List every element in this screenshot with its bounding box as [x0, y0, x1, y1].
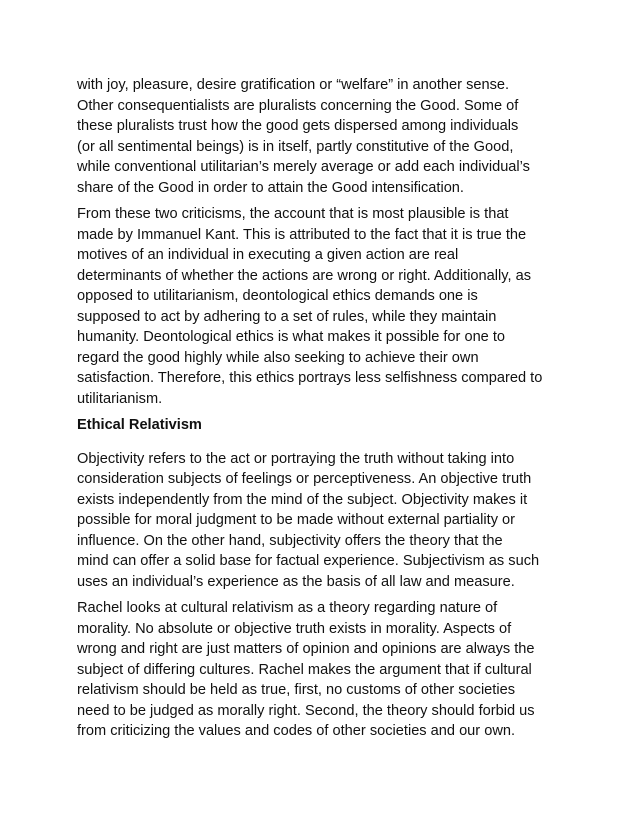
text-line: relativism should be held as true, first, no customs of other societies	[77, 682, 516, 698]
text-line: (or all sentimental beings) is in itself, partly constitutive of the Good,	[77, 138, 514, 155]
text-line: uses an individual’s experience as the basis of all law and measure.	[77, 573, 515, 590]
text-line: regard the good highly while also seeking to achieve their own	[77, 349, 479, 366]
text-line: exists independently from the mind of the subject. Objectivity makes it	[77, 491, 528, 508]
text-line: these pluralists trust how the good gets dispersed among individuals	[77, 118, 519, 134]
paragraph-rachel	[77, 598, 577, 742]
text-line: utilitarianism.	[77, 390, 163, 407]
text-line: humanity. Deontological ethics is what makes it possible for one to	[77, 329, 506, 345]
text-line: made by Immanuel Kant. This is attributed to the fact that it is true the	[77, 226, 527, 243]
text-line: supposed to act by adhering to a set of rules, while they maintain	[77, 308, 497, 325]
text-line: from criticizing the values and codes of other societies and our own.	[77, 723, 516, 739]
text-line: while conventional utilitarian’s merely average or add each individual’s	[77, 159, 530, 175]
text-line: satisfaction. Therefore, this ethics portrays less selfishness compared to	[77, 370, 543, 386]
text-line: subject of differing cultures. Rachel makes the argument that if cultural	[77, 661, 532, 678]
text-line: Objectivity refers to the act or portraying the truth without taking into	[77, 450, 515, 467]
text-line: possible for moral judgment to be made without external partiality or	[77, 512, 516, 528]
text-line: motives of an individual in executing a given action are real	[77, 247, 459, 263]
text-line: wrong and right are just matters of opinion and opinions are always the	[77, 641, 535, 657]
text-line: with joy, pleasure, desire gratification or “welfare” in another sense.	[77, 77, 510, 93]
document-body	[77, 75, 577, 748]
text-line: need to be judged as morally right. Second, the theory should forbid us	[77, 702, 535, 719]
text-line: Other consequentialists are pluralists concerning the Good. Some of	[77, 97, 519, 114]
text-line: From these two criticisms, the account that is most plausible is that	[77, 206, 509, 222]
text-line: share of the Good in order to attain the Good intensification.	[77, 179, 464, 196]
paragraph-objectivity	[77, 449, 577, 593]
paragraph-kant	[77, 204, 577, 409]
paragraph-consequentialism	[77, 75, 577, 198]
text-line: determinants of whether the actions are wrong or right. Additionally, as	[77, 267, 532, 284]
section-heading: Ethical Relativism	[77, 417, 202, 433]
text-line: consideration subjects of feelings or perceptiveness. An objective truth	[77, 471, 532, 487]
text-line: morality. No absolute or objective truth exists in morality. Aspects of	[77, 620, 512, 637]
text-line: influence. On the other hand, subjectivity offers the theory that the	[77, 532, 503, 549]
text-line: mind can offer a solid base for factual experience. Subjectivism as such	[77, 553, 540, 569]
text-line: opposed to utilitarianism, deontological ethics demands one is	[77, 288, 478, 304]
text-line: Rachel looks at cultural relativism as a theory regarding nature of	[77, 600, 498, 616]
